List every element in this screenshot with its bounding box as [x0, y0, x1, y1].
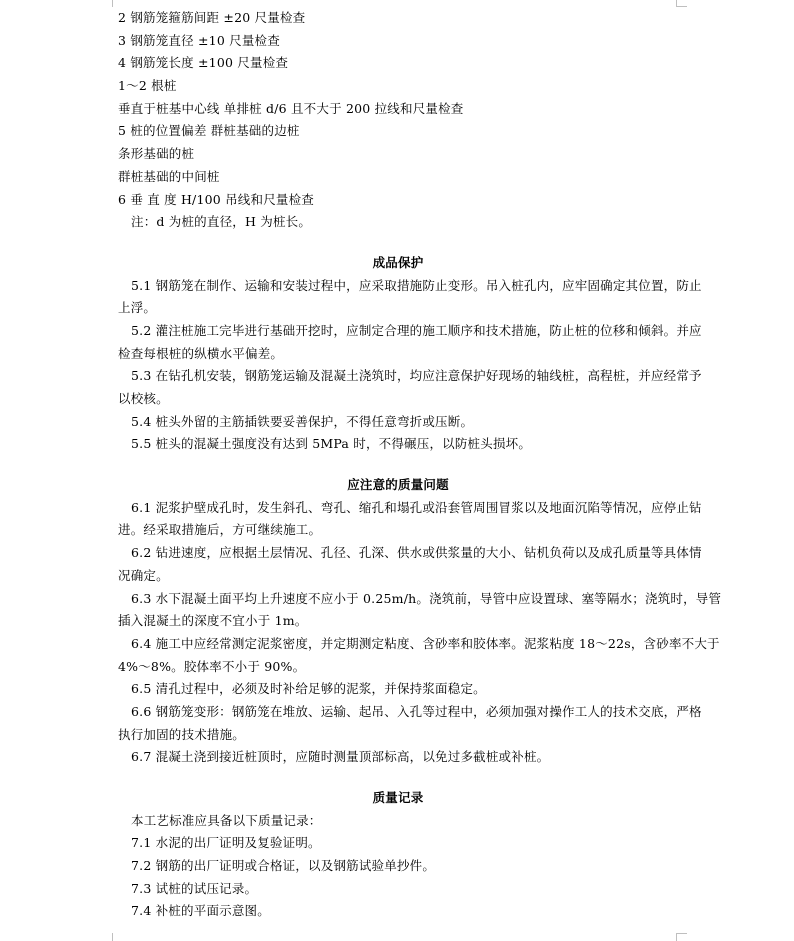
- paragraph-line: 6.6 钢筋笼变形：钢筋笼在堆放、运输、起吊、入孔等过程中，必须加强对操作工人的技术交底，严格: [131, 703, 702, 719]
- paragraph-line: 7.2 钢筋的出厂证明或合格证，以及钢筋试验单抄件。: [131, 858, 436, 874]
- sections-container: [118, 252, 722, 923]
- paragraph-line: 5.3 在钻孔机安装，钢筋笼运输及混凝土浇筑时，均应注意保护好现场的轴线桩，高程桩，并应经常予: [131, 368, 702, 384]
- paragraph-line: 7.3 试桩的试压记录。: [131, 880, 258, 896]
- section-heading: 质量记录: [372, 790, 424, 805]
- paragraph-line: 5.4 桩头外留的主筋插铁要妥善保护，不得任意弯折或压断。: [131, 413, 474, 429]
- table-row: 5 桩的位置偏差 群桩基础的边桩: [118, 123, 300, 139]
- paragraph-line: 6.3 水下混凝土面平均上升速度不应小于 0.25m/h。浇筑前，导管中应设置球、塞等隔水；浇筑时，导管: [131, 590, 722, 606]
- section-heading: 应注意的质量问题: [347, 477, 449, 493]
- crop-mark-top-left: [112, 0, 113, 7]
- crop-mark-bottom-right: [676, 933, 677, 941]
- paragraph-line: 6.4 施工中应经常测定泥浆密度，并定期测定粘度、含砂率和胶体率。泥浆粘度 18～22s，含砂率不大于: [131, 635, 720, 651]
- tolerance-table: [118, 7, 678, 211]
- table-row: 条形基础的桩: [118, 146, 195, 162]
- table-row: 4 钢筋笼长度 ±100 尺量检查: [118, 55, 289, 71]
- paragraph-line: 以校核。: [118, 391, 169, 406]
- table-row: 3 钢筋笼直径 ±10 尺量检查: [118, 32, 280, 48]
- paragraph-line: 进。经采取措施后，方可继续施工。: [118, 522, 322, 538]
- section-product-protection: [118, 252, 702, 456]
- paragraph-line: 6.1 泥浆护壁成孔时，发生斜孔、弯孔、缩孔和塌孔或沿套管周围冒浆以及地面沉陷等情况，应停止钻: [131, 499, 702, 515]
- section-heading: 成品保护: [372, 254, 424, 270]
- table-row: 1～2 根桩: [118, 78, 177, 94]
- table-row: 6 垂 直 度 H/100 吊线和尺量检查: [118, 191, 314, 207]
- crop-mark-top-right-horizontal: [677, 6, 687, 7]
- paragraph-line: 5.5 桩头的混凝土强度没有达到 5MPa 时，不得碾压，以防桩头损坏。: [131, 436, 532, 452]
- paragraph-line: 6.5 清孔过程中，必须及时补给足够的泥浆，并保持浆面稳定。: [131, 681, 486, 697]
- paragraph-line: 本工艺标准应具备以下质量记录：: [131, 812, 322, 828]
- paragraph-line: 7.4 补桩的平面示意图。: [131, 903, 270, 919]
- paragraph-line: 5.2 灌注桩施工完毕进行基础开挖时，应制定合理的施工顺序和技术措施，防止桩的位移和倾斜。并应: [131, 322, 702, 338]
- table-row: 垂直于桩基中心线 单排桩 d/6 且不大于 200 拉线和尺量检查: [118, 100, 464, 116]
- paragraph-line: 5.1 钢筋笼在制作、运输和安装过程中，应采取措施防止变形。吊入桩孔内，应牢固确定其位置，防止: [131, 277, 702, 293]
- section-quality-records: [118, 787, 678, 923]
- paragraph-line: 上浮。: [118, 300, 157, 316]
- paragraph-line: 7.1 水泥的出厂证明及复验证明。: [131, 835, 321, 851]
- table-row: 2 钢筋笼箍筋间距 ±20 尺量检查: [118, 10, 306, 25]
- paragraph-line: 执行加固的技术措施。: [118, 726, 246, 742]
- paragraph-line: 插入混凝土的深度不宜小于 1m。: [118, 613, 308, 629]
- paragraph-line: 4%～8%。胶体率不小于 90%。: [118, 658, 306, 674]
- section-quality-issues: [118, 474, 722, 769]
- paragraph-line: 检查每根桩的纵横水平偏差。: [118, 345, 284, 361]
- crop-mark-bottom-left: [112, 933, 113, 941]
- crop-mark-bottom-right-horizontal: [677, 933, 687, 934]
- table-row: 群桩基础的中间桩: [118, 168, 220, 184]
- paragraph-line: 况确定。: [118, 567, 169, 583]
- table-note: 注：d 为桩的直径，H 为桩长。: [131, 214, 312, 230]
- paragraph-line: 6.7 混凝土浇到接近桩顶时，应随时测量顶部标高，以免过多截桩或补桩。: [131, 749, 550, 765]
- paragraph-line: 6.2 钻进速度，应根据土层情况、孔径、孔深、供水或供浆量的大小、钻机负荷以及成孔质量等具体情: [131, 545, 702, 561]
- document-body: [118, 7, 722, 923]
